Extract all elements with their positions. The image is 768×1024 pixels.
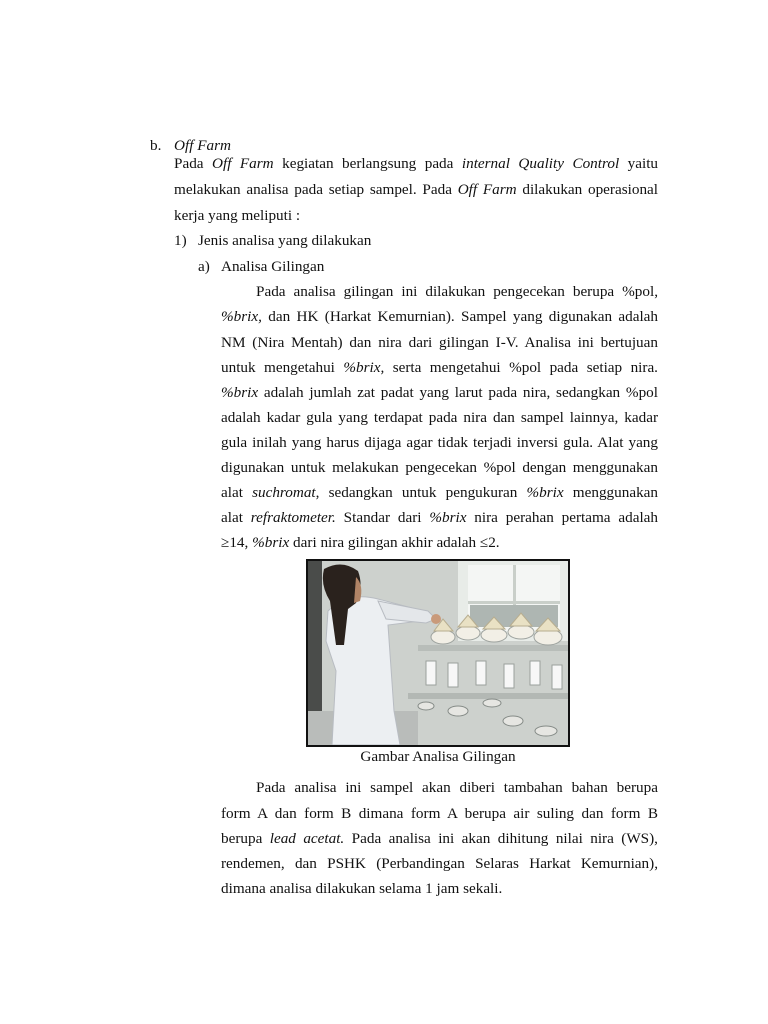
para2-line-2: form A dan form B dimana form A berupa air suling dan form B [221, 805, 658, 822]
intro-line-2: melakukan analisa pada setiap sampel. Pada Off Farm dilakukan operasional [174, 181, 658, 198]
para1-line-1: Pada analisa gilingan ini dilakukan pengecekan berupa %pol, [256, 283, 658, 300]
list-marker-a: a) [198, 258, 210, 275]
para1-line-11: ≥14, %brix dari nira gilingan akhir adalah ≤2. [221, 534, 500, 551]
list-item-analisa-gilingan: Analisa Gilingan [221, 258, 325, 275]
para1-line-5: %brix adalah jumlah zat padat yang larut pada nira, sedangkan %pol [221, 384, 658, 401]
para1-line-4: untuk mengetahui %brix, serta mengetahui %pol pada setiap nira. [221, 359, 658, 376]
list-item-jenis-analisa: Jenis analisa yang dilakukan [198, 232, 372, 249]
para2-line-5: dimana analisa dilakukan selama 1 jam sekali. [221, 880, 503, 897]
para2-line-3: berupa lead acetat. Pada analisa ini akan dihitung nilai nira (WS), [221, 830, 658, 847]
para1-line-8: digunakan untuk melakukan pengecekan %pol dengan menggunakan [221, 459, 658, 476]
lab-photo [306, 559, 570, 747]
list-marker-1: 1) [174, 232, 187, 249]
para1-line-2: %brix, dan HK (Harkat Kemurnian). Sampel yang digunakan adalah [221, 308, 658, 325]
lab-photo-illustration [308, 561, 568, 745]
para1-line-6: adalah kadar gula yang terdapat pada nira dan sampel lainnya, kadar [221, 409, 658, 426]
figure-caption: Gambar Analisa Gilingan [360, 748, 516, 765]
para2-line-4: rendemen, dan PSHK (Perbandingan Selaras Harkat Kemurnian), [221, 855, 658, 872]
intro-line-1: Pada Off Farm kegiatan berlangsung pada internal Quality Control yaitu [174, 155, 659, 172]
para1-line-3: NM (Nira Mentah) dan nira dari gilingan I-V. Analisa ini bertujuan [221, 334, 658, 351]
section-title: Off Farm [174, 137, 231, 154]
para1-line-7: gula inilah yang harus dijaga agar tidak terjadi inversi gula. Alat yang [221, 434, 658, 451]
para1-line-10: alat refraktometer. Standar dari %brix nira perahan pertama adalah [221, 509, 659, 526]
intro-line-3: kerja yang meliputi : [174, 207, 301, 224]
list-marker-b: b. [150, 137, 162, 154]
para2-line-1: Pada analisa ini sampel akan diberi tambahan bahan berupa [256, 779, 658, 796]
para1-line-9: alat suchromat, sedangkan untuk pengukuran %brix menggunakan [221, 484, 658, 501]
